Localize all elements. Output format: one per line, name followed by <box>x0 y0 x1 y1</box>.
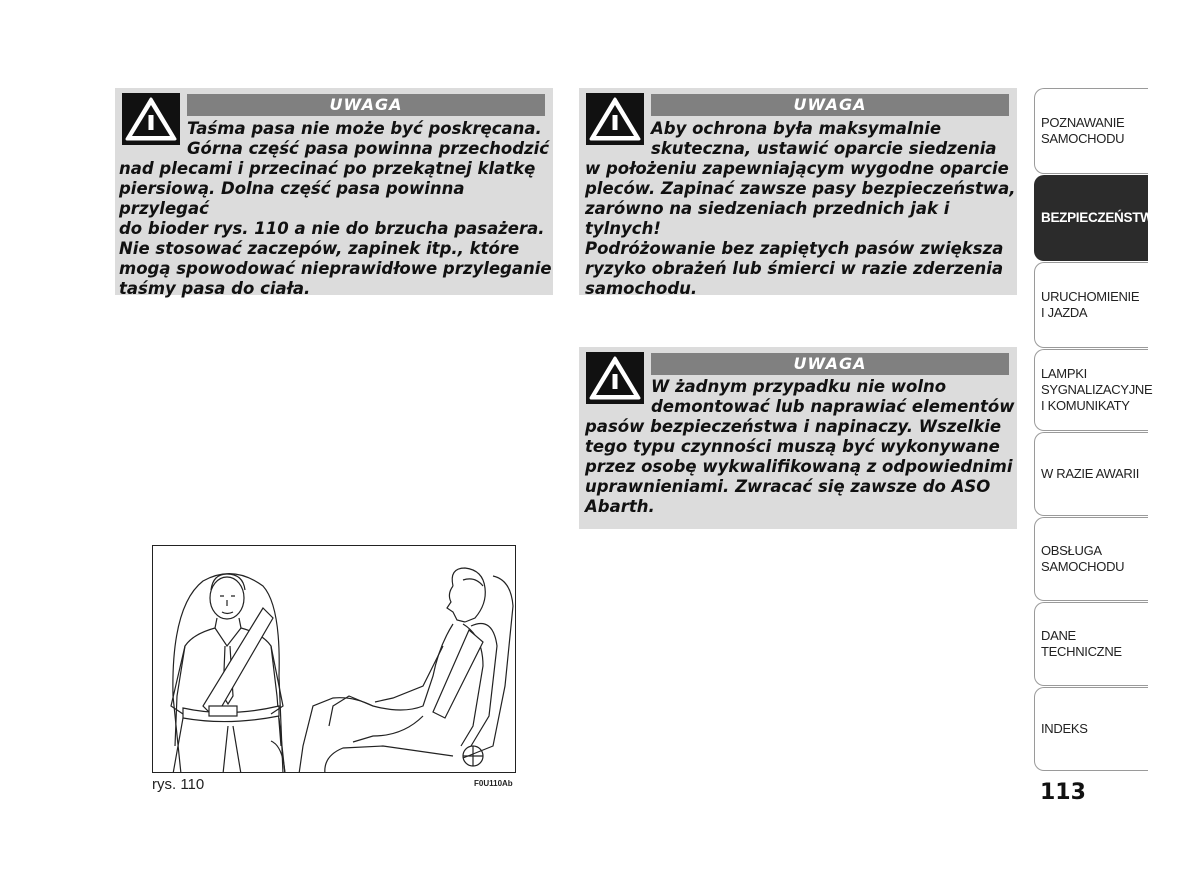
tab-label-line: TECHNICZNE <box>1041 644 1122 659</box>
warning-text-first <box>187 119 549 159</box>
tab-label-line: LAMPKI <box>1041 366 1087 381</box>
text-line: samochodu. <box>585 279 698 298</box>
sidebar-tab-indeks[interactable] <box>1034 687 1148 771</box>
text-line: mogą spowodować nieprawidłowe przyleganie <box>119 259 552 278</box>
sidebar-tab-poznawanie[interactable] <box>1034 88 1148 174</box>
text-line: Podróżowanie bez zapiętych pasów zwiększa <box>585 239 1004 258</box>
text-line: pasów bezpieczeństwa i napinaczy. Wszelkie <box>585 417 1002 436</box>
text-line: do bioder rys. 110 a nie do brzucha pasażera. <box>119 219 545 238</box>
warning-title: UWAGA <box>651 94 1009 116</box>
warning-box-seatbelt-twist <box>115 88 553 298</box>
tab-label <box>1041 115 1124 147</box>
text-line: Taśma pasa nie może być poskręcana. <box>187 119 542 138</box>
sidebar-tab-dane-techniczne[interactable] <box>1034 602 1148 686</box>
tab-label-line: OBSŁUGA <box>1041 543 1102 558</box>
warning-text-rest <box>119 159 553 299</box>
figure-caption: rys. 110 <box>152 776 205 793</box>
text-line: Abarth. <box>585 497 655 516</box>
sidebar-tab-uruchomienie[interactable] <box>1034 262 1148 348</box>
tab-label-line: I KOMUNIKATY <box>1041 398 1130 413</box>
text-line: piersiową. Dolna część pasa powinna przylegać <box>119 179 465 218</box>
text-line: Aby ochrona była maksymalnie <box>651 119 942 138</box>
page-number: 113 <box>1040 780 1086 805</box>
tab-label-line: I JAZDA <box>1041 305 1088 320</box>
warning-title: UWAGA <box>651 353 1009 375</box>
tab-label-line: SAMOCHODU <box>1041 131 1125 146</box>
text-line: demontować lub naprawiać elementów <box>651 397 1015 416</box>
tab-label <box>1041 543 1124 575</box>
tab-label <box>1041 628 1122 660</box>
text-line: skuteczna, ustawić oparcie siedzenia <box>651 139 997 158</box>
text-line: W żadnym przypadku nie wolno <box>651 377 947 396</box>
tab-label-line: DANE <box>1041 628 1076 643</box>
text-line: zarówno na siedzeniach przednich jak i tylnych! <box>585 199 950 238</box>
warning-box-no-repair <box>579 347 1017 529</box>
sidebar-tab-obsluga[interactable] <box>1034 517 1148 601</box>
tab-label-line: SYGNALIZACYJNE <box>1041 382 1153 397</box>
warning-text-first <box>651 377 1015 417</box>
text-line: uprawnieniami. Zwracać się zawsze do ASO <box>585 477 991 496</box>
text-line: nad plecami i przecinać po przekątnej klatkę <box>119 159 536 178</box>
warning-triangle-icon <box>586 93 644 145</box>
seatbelt-illustration <box>152 545 516 773</box>
sidebar-tab-lampki[interactable] <box>1034 349 1153 431</box>
warning-text-rest <box>585 159 1017 299</box>
tab-label <box>1041 210 1163 226</box>
text-line: tego typu czynności muszą być wykonywane <box>585 437 1000 456</box>
tab-label-line: SAMOCHODU <box>1041 559 1125 574</box>
tab-label <box>1041 366 1152 414</box>
warning-text-first <box>651 119 997 159</box>
figure-code: F0U110Ab <box>474 779 513 788</box>
text-line: w położeniu zapewniającym wygodne oparcie <box>585 159 1009 178</box>
sidebar-tab-bezpieczenstwo[interactable] <box>1034 175 1163 261</box>
warning-box-seat-backrest <box>579 88 1017 298</box>
sidebar-tab-w-razie-awarii[interactable] <box>1034 432 1148 516</box>
text-line: pleców. Zapinać zawsze pasy bezpieczeństwa, <box>585 179 1016 198</box>
tab-label <box>1041 721 1088 737</box>
warning-triangle-icon <box>586 352 644 404</box>
text-line: Nie stosować zaczepów, zapinek itp., które <box>119 239 520 258</box>
tab-label-line: BEZPIECZEŃSTWO <box>1041 210 1163 225</box>
tab-label-line: W RAZIE AWARII <box>1041 466 1140 481</box>
warning-title: UWAGA <box>187 94 545 116</box>
tab-label-line: INDEKS <box>1041 721 1088 736</box>
tab-label-line: URUCHOMIENIE <box>1041 289 1140 304</box>
tab-label-line: POZNAWANIE <box>1041 115 1125 130</box>
warning-text-rest <box>585 417 1013 517</box>
text-line: przez osobę wykwalifikowaną z odpowiednimi <box>585 457 1013 476</box>
text-line: Górna część pasa powinna przechodzić <box>187 139 550 158</box>
warning-triangle-icon <box>122 93 180 145</box>
text-line: ryzyko obrażeń lub śmierci w razie zderzenia <box>585 259 1004 278</box>
text-line: taśmy pasa do ciała. <box>119 279 311 298</box>
tab-label <box>1041 289 1139 321</box>
tab-label <box>1041 466 1139 482</box>
